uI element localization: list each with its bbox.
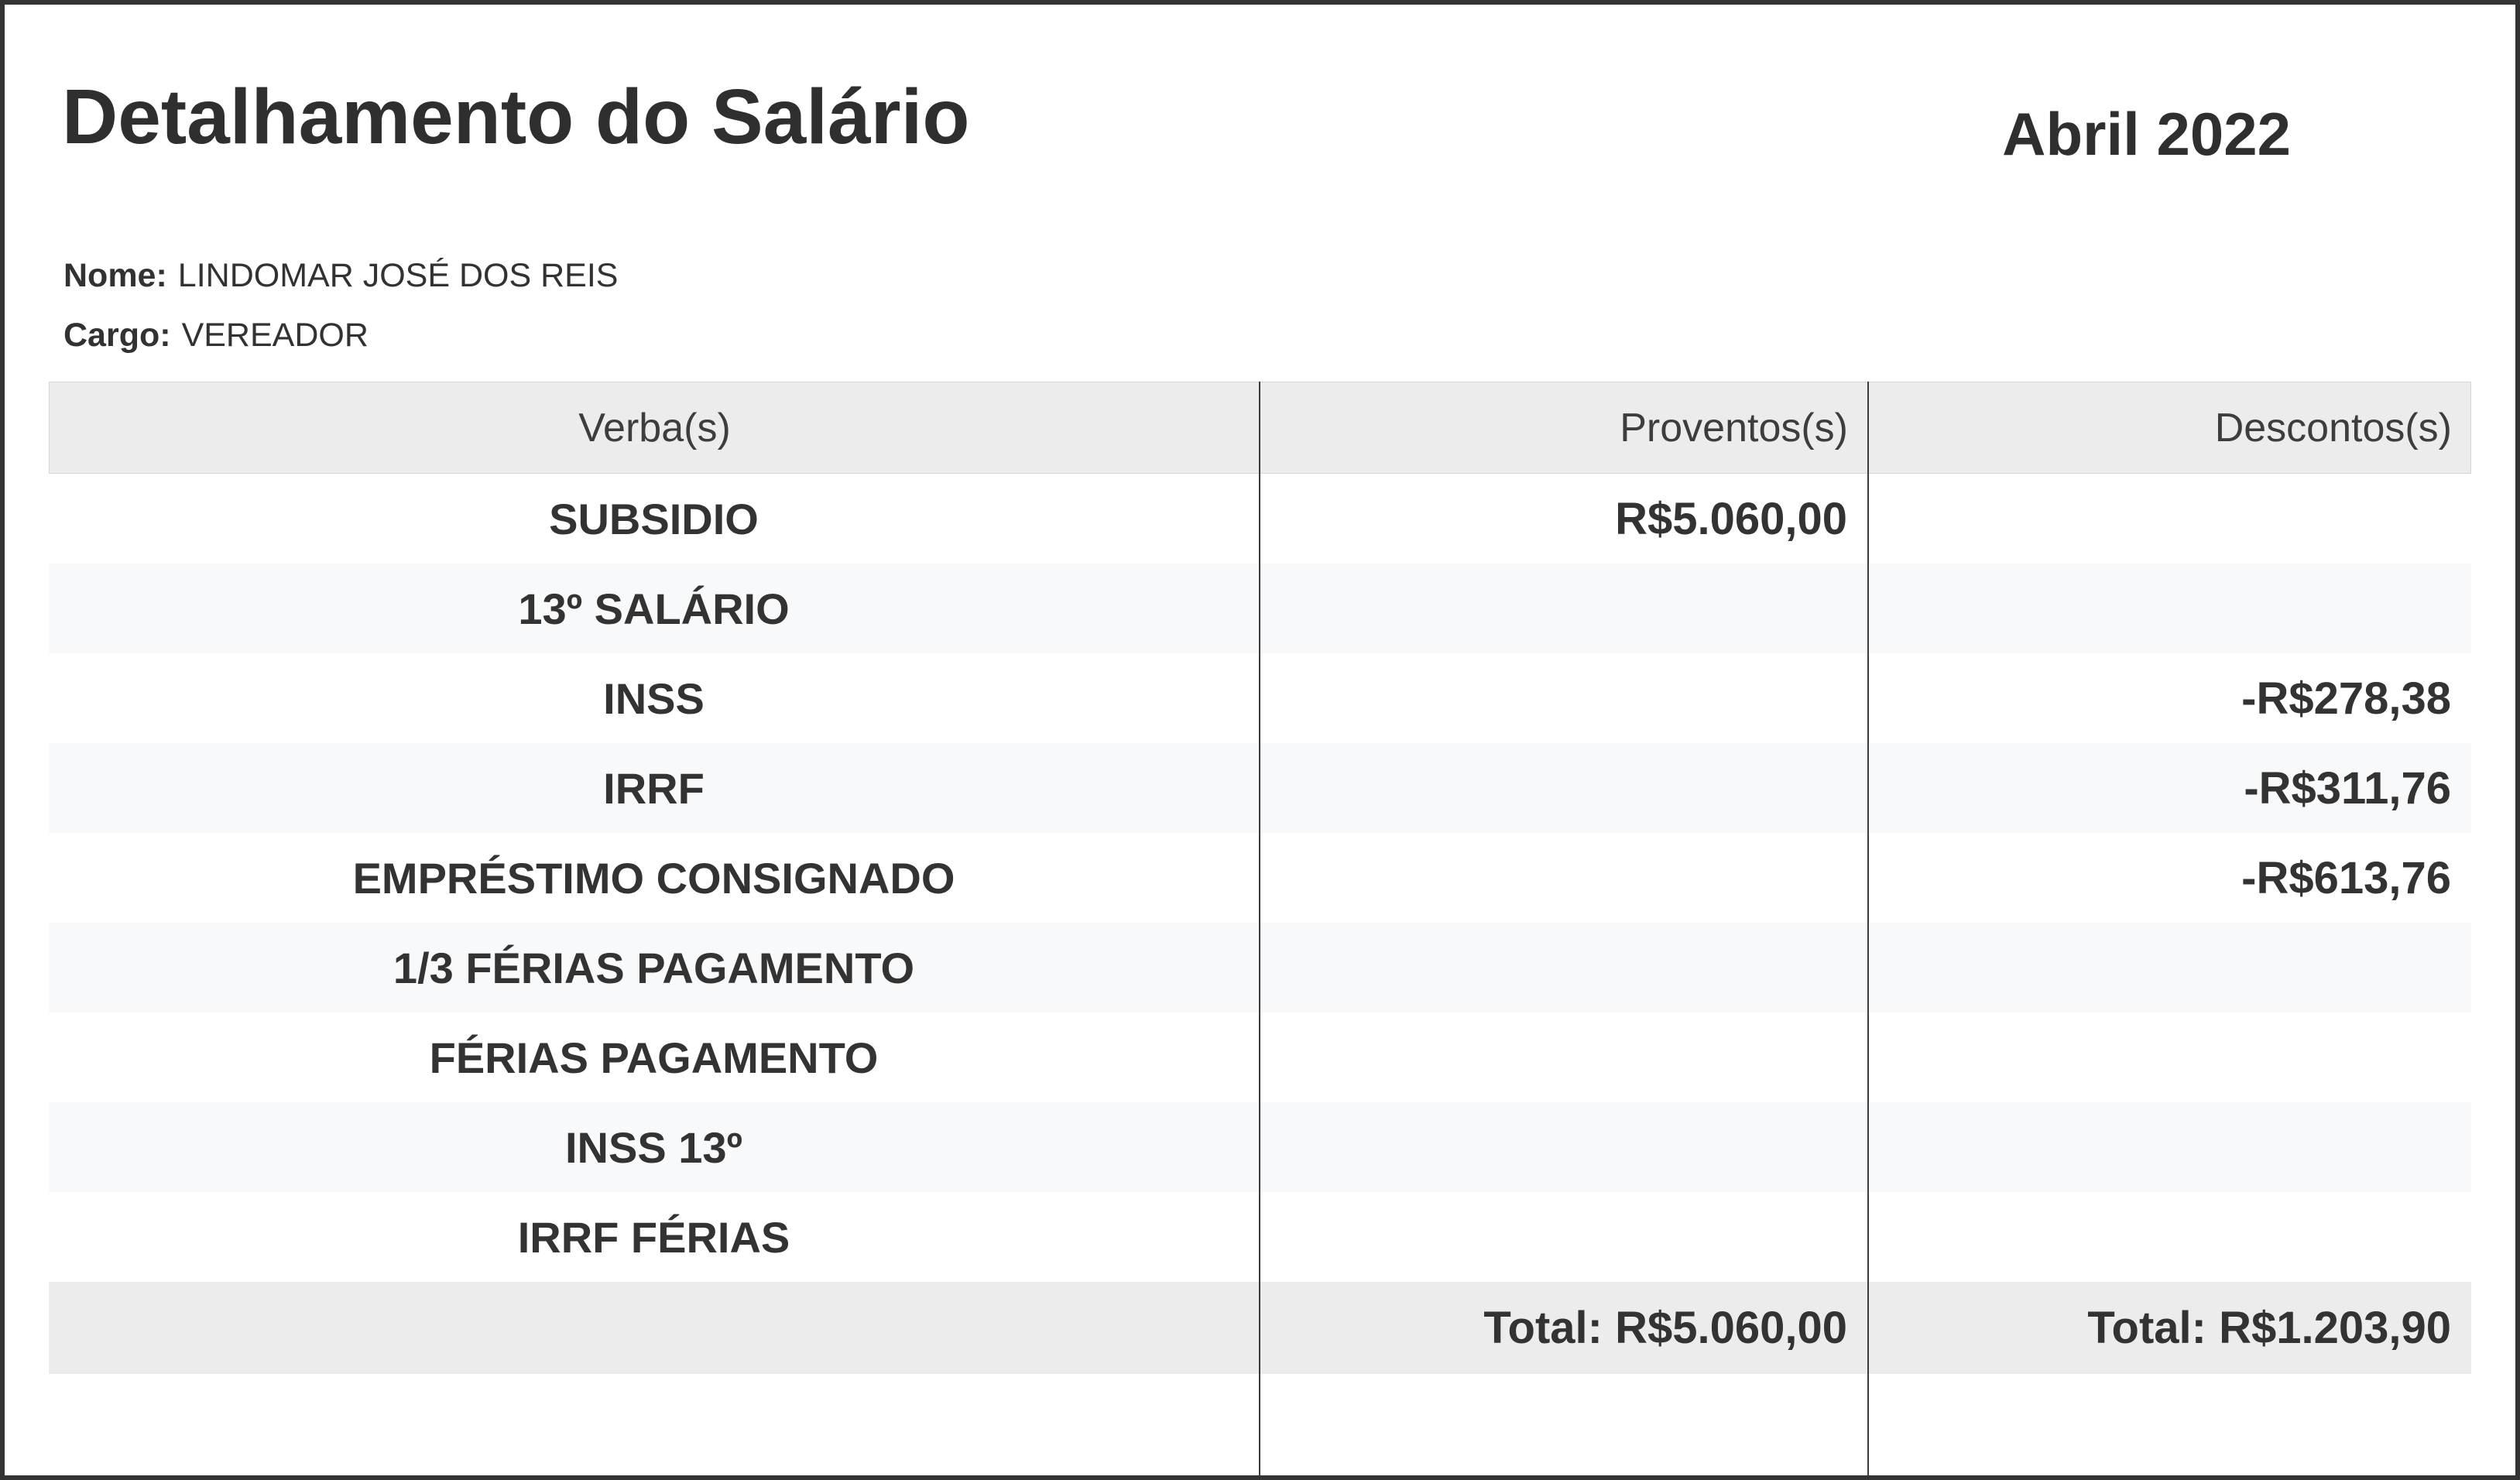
- column-divider-proventos-descontos: [1867, 382, 1869, 1475]
- proventos-cell: [1259, 833, 1867, 923]
- proventos-cell: [1259, 1012, 1867, 1102]
- descontos-cell: -R$613,76: [2241, 852, 2451, 903]
- proventos-cell: [1259, 1192, 1867, 1282]
- header-descontos: Descontos(s): [2214, 405, 2452, 451]
- descontos-cell: [1867, 1102, 2471, 1192]
- verba-cell: 13º SALÁRIO: [518, 584, 790, 633]
- employee-role-line: [63, 317, 369, 355]
- descontos-cell: [1867, 923, 2471, 1012]
- descontos-cell: [1867, 564, 2471, 653]
- name-label: Nome:: [63, 257, 167, 294]
- verba-cell: EMPRÉSTIMO CONSIGNADO: [352, 853, 955, 903]
- column-divider-verba-proventos: [1259, 382, 1260, 1475]
- header-proventos: Proventos(s): [1620, 405, 1848, 451]
- proventos-cell: [1259, 653, 1867, 743]
- verba-cell: IRRF: [603, 763, 705, 813]
- proventos-cell: [1259, 1102, 1867, 1192]
- verba-cell: 1/3 FÉRIAS PAGAMENTO: [393, 943, 915, 992]
- verba-cell: SUBSIDIO: [549, 494, 759, 543]
- descontos-cell: -R$278,38: [2241, 673, 2451, 724]
- total-descontos: Total: R$1.203,90: [2087, 1303, 2451, 1353]
- verba-cell: FÉRIAS PAGAMENTO: [429, 1033, 879, 1082]
- verba-cell: INSS 13º: [564, 1122, 742, 1172]
- period-label: Abril 2022: [2002, 100, 2291, 168]
- verba-cell: INSS: [603, 673, 705, 723]
- descontos-cell: [1867, 1012, 2471, 1102]
- role-label: Cargo:: [63, 317, 171, 354]
- descontos-cell: [1867, 1192, 2471, 1282]
- proventos-cell: [1259, 564, 1867, 653]
- employee-name-line: [63, 257, 618, 295]
- verba-cell: IRRF FÉRIAS: [517, 1212, 790, 1262]
- total-proventos: Total: R$5.060,00: [1483, 1303, 1847, 1353]
- name-value: LINDOMAR JOSÉ DOS REIS: [177, 257, 619, 294]
- header-verba: Verba(s): [578, 405, 731, 451]
- total-spacer-cell: [49, 1282, 1259, 1374]
- descontos-cell: -R$311,76: [2244, 762, 2451, 814]
- page-title: Detalhamento do Salário: [62, 74, 970, 160]
- descontos-cell: [1867, 474, 2471, 564]
- role-value: VEREADOR: [181, 317, 369, 354]
- proventos-cell: R$5.060,00: [1615, 493, 1847, 544]
- proventos-cell: [1259, 743, 1867, 833]
- proventos-cell: [1259, 923, 1867, 1012]
